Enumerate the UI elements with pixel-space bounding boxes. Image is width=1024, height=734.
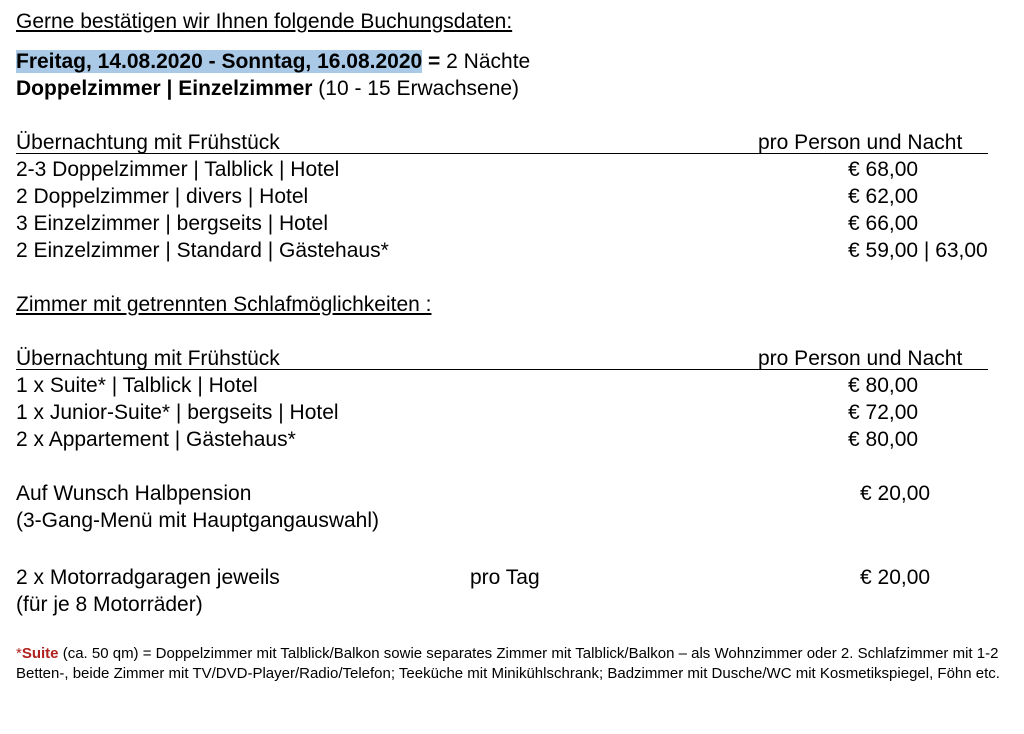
section-subheading: Zimmer mit getrennten Schlafmöglichkeiten : xyxy=(16,293,432,316)
section2-header-left: Übernachtung mit Frühstück xyxy=(16,347,280,370)
table-row-price: € 59,00 | 63,00 xyxy=(848,239,988,262)
table-row-price: € 66,00 xyxy=(848,212,919,235)
section1-header-right: pro Person und Nacht xyxy=(758,131,963,154)
footnote-text: (ca. 50 qm) = Doppelzimmer mit Talblick/Balkon sowie separates Zimmer mit Talblick/Balkon – als Wohnzimmer oder 2. Schlafzimmer mit 1-2 Betten-, beide Zimmer mit TV/DVD-Player/Radio/Telefon; Teeküche mit Minikühlschrank; Badzimmer mit Dusche/WC mit Kosmetikspiegel, Föhn etc. xyxy=(16,645,1000,682)
table-row-price: € 80,00 xyxy=(848,428,919,451)
table-row-price: € 72,00 xyxy=(848,401,919,424)
section2-header-rule xyxy=(16,369,988,370)
garage-label: 2 x Motorradgaragen jeweils xyxy=(16,566,280,589)
nights-count: 2 Nächte xyxy=(446,50,531,73)
section2-header-right: pro Person und Nacht xyxy=(758,347,963,370)
equals-sign: = xyxy=(422,50,447,73)
halfboard-note: (3-Gang-Menü mit Hauptgangauswahl) xyxy=(16,509,380,532)
footnote-term: Suite xyxy=(21,645,59,662)
section1-header-rule xyxy=(16,153,988,154)
intro-line: Gerne bestätigen wir Ihnen folgende Buchungsdaten: xyxy=(16,10,513,33)
room-types-line xyxy=(16,76,519,102)
halfboard-label: Auf Wunsch Halbpension xyxy=(16,482,252,505)
table-row-label: 2 x Appartement | Gästehaus* xyxy=(16,428,296,451)
footnote xyxy=(16,644,1006,684)
table-row-label: 2 Doppelzimmer | divers | Hotel xyxy=(16,185,309,208)
room-types: Doppelzimmer | Einzelzimmer xyxy=(16,77,313,100)
table-row-label: 2-3 Doppelzimmer | Talblick | Hotel xyxy=(16,158,340,181)
table-row-price: € 62,00 xyxy=(848,185,919,208)
footnote-star: * xyxy=(16,645,22,662)
date-range: Freitag, 14.08.2020 - Sonntag, 16.08.2020 xyxy=(16,50,423,73)
table-row-label: 2 Einzelzimmer | Standard | Gästehaus* xyxy=(16,239,389,262)
section1-header-left: Übernachtung mit Frühstück xyxy=(16,131,280,154)
garage-note: (für je 8 Motorräder) xyxy=(16,593,203,616)
table-row-label: 3 Einzelzimmer | bergseits | Hotel xyxy=(16,212,329,235)
guest-count: (10 - 15 Erwachsene) xyxy=(312,77,520,100)
table-row-price: € 80,00 xyxy=(848,374,919,397)
table-row-label: 1 x Junior-Suite* | bergseits | Hotel xyxy=(16,401,339,424)
table-row-price: € 68,00 xyxy=(848,158,919,181)
garage-price: € 20,00 xyxy=(860,566,931,589)
table-row-label: 1 x Suite* | Talblick | Hotel xyxy=(16,374,258,397)
halfboard-price: € 20,00 xyxy=(860,482,931,505)
garage-unit: pro Tag xyxy=(470,566,540,589)
date-range-line xyxy=(16,49,530,75)
